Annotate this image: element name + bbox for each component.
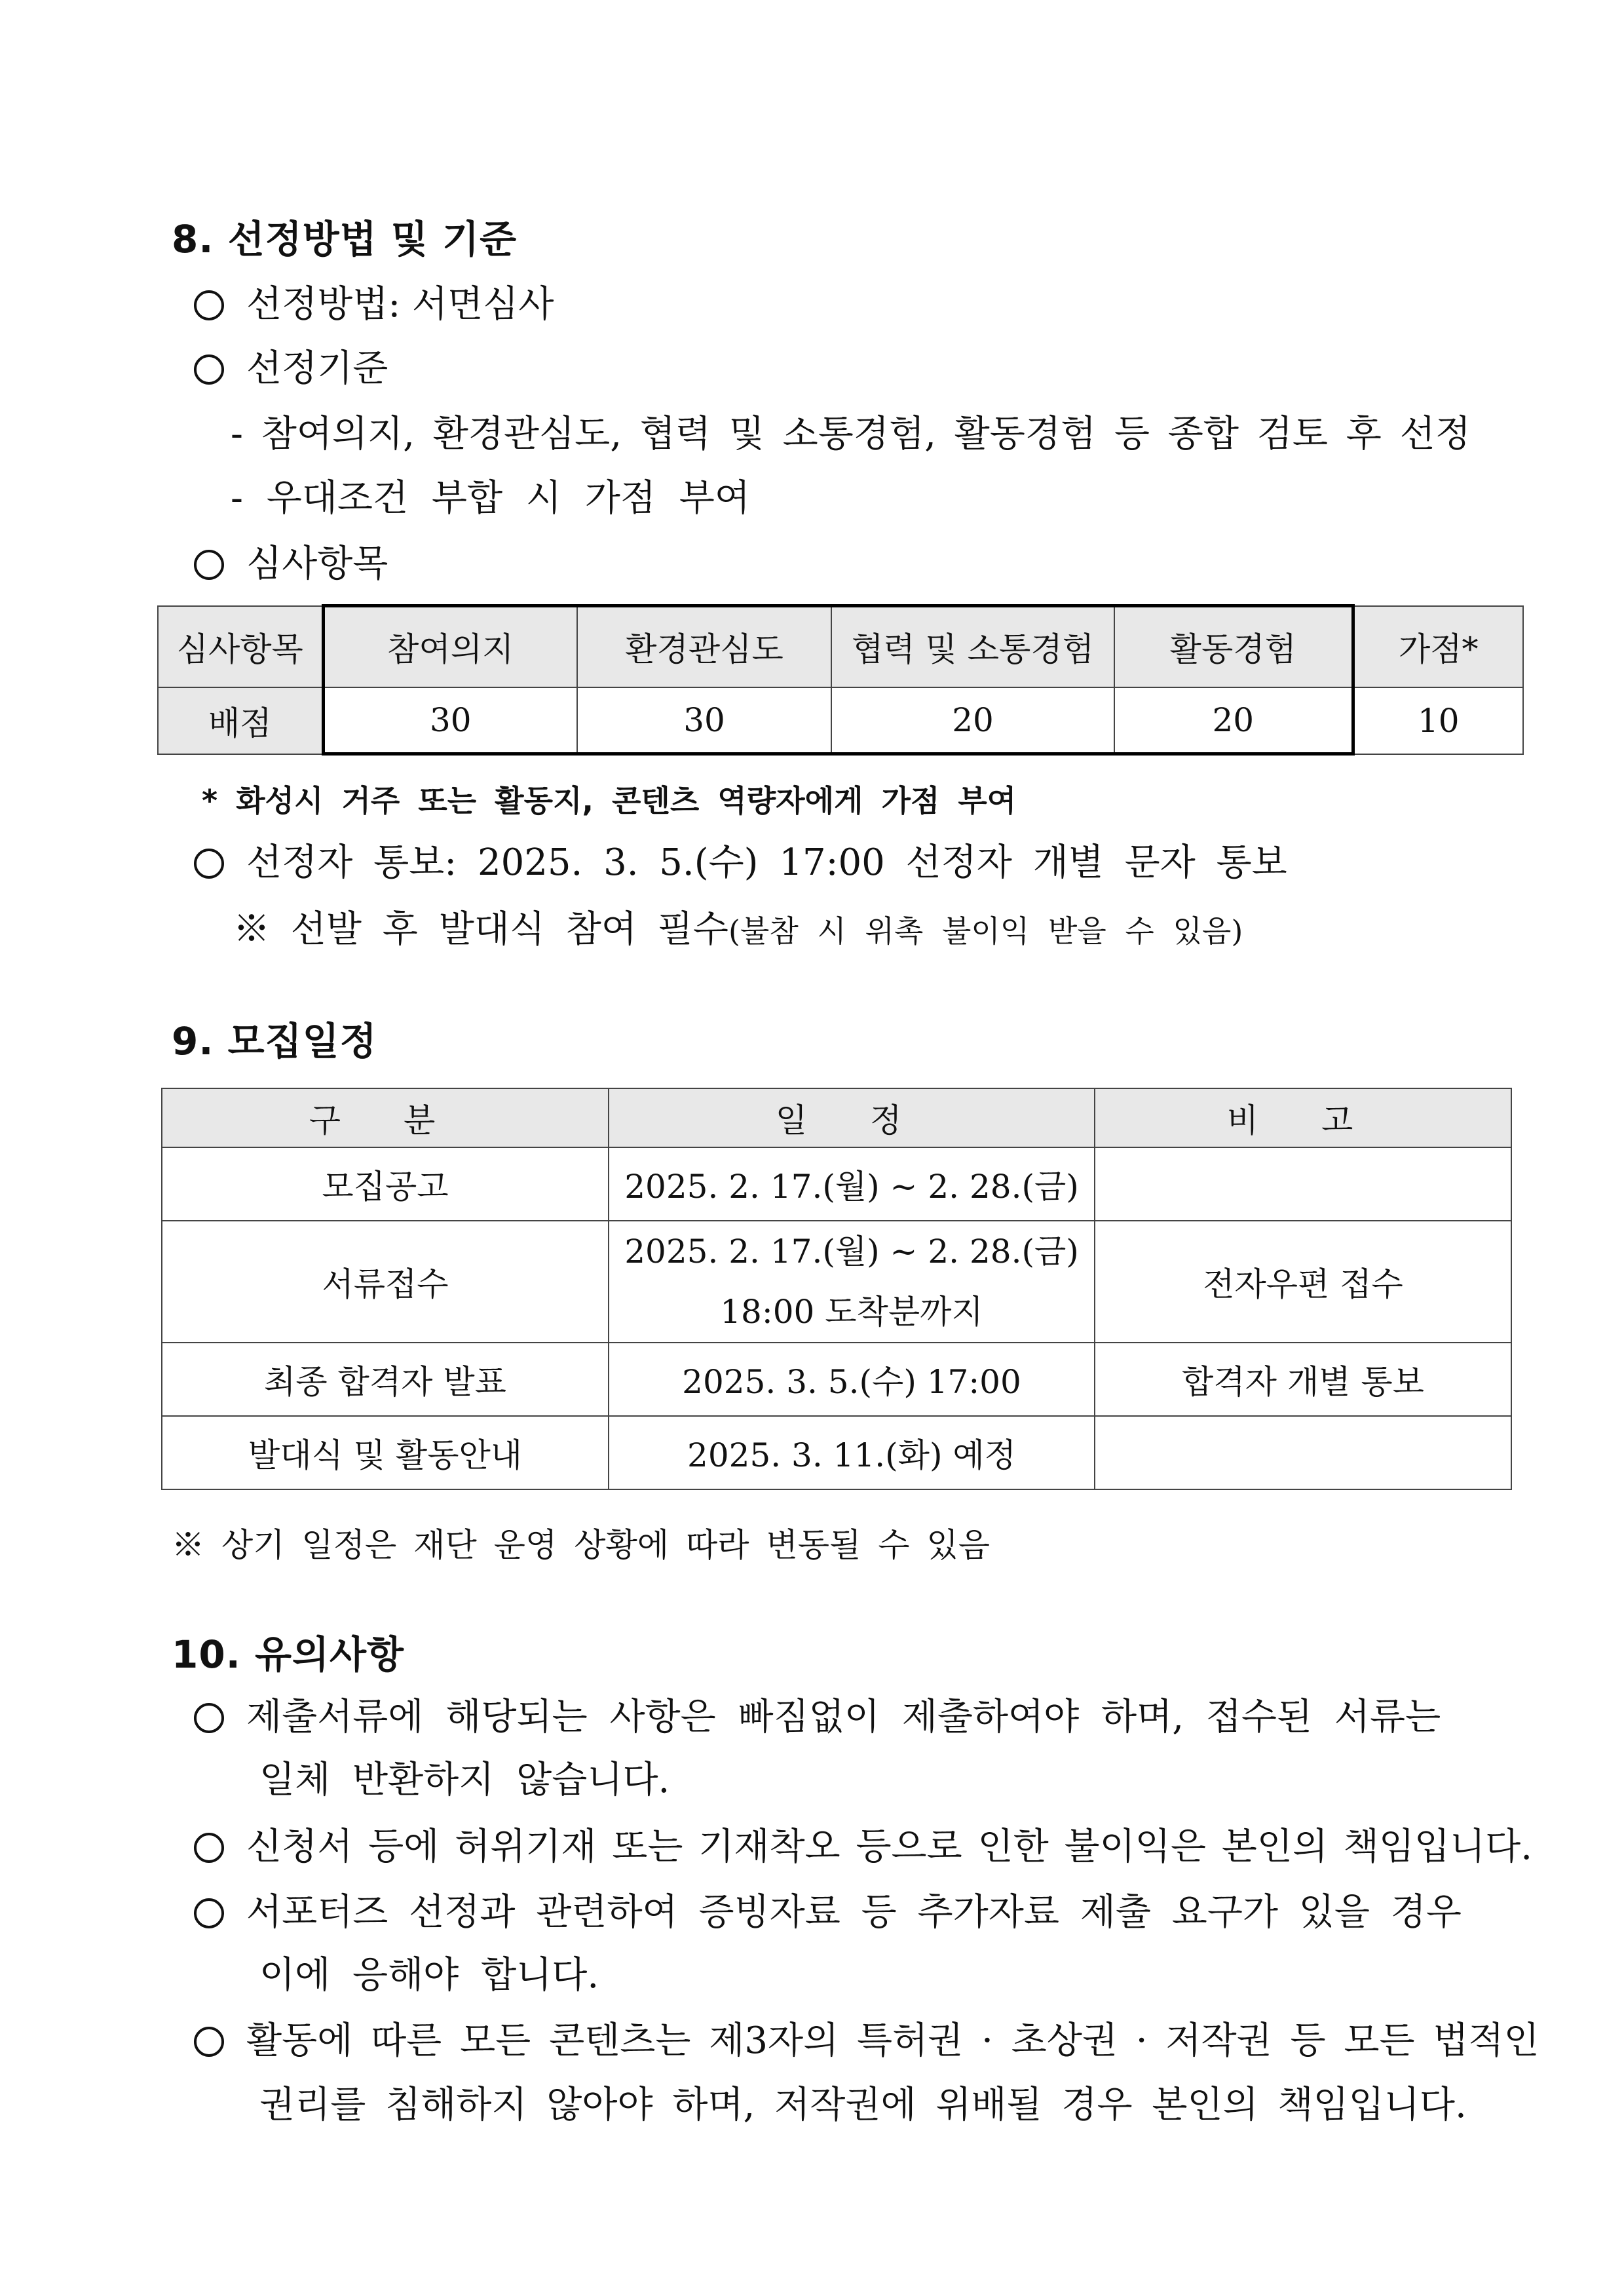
review-criteria-table xyxy=(157,604,1524,756)
precaution-item xyxy=(194,1688,1441,1740)
table-row-header: 심사항목 xyxy=(158,606,323,687)
schedule-date-detail: 18:00 도착분까지 xyxy=(720,1293,983,1331)
schedule-date: 2025. 2. 17.(월) ~ 2. 28.(금) xyxy=(624,1233,1079,1271)
recruitment-schedule-table xyxy=(161,1088,1512,1490)
circle-bullet-icon xyxy=(194,849,224,879)
table-row xyxy=(162,1416,1511,1489)
table-column-header: 환경관심도 xyxy=(577,606,831,687)
table-column-header: 활동경험 xyxy=(1114,606,1353,687)
bonus-footnote: * 화성시 거주 또는 활동지, 콘텐츠 역량자에게 가점 부여 xyxy=(202,783,1017,818)
selection-notice-text: 선정자 통보: 2025. 3. 5.(수) 17:00 선정자 개별 문자 통보 xyxy=(246,841,1287,884)
table-cell: 20 xyxy=(831,687,1114,754)
section-8-title: 8. 선정방법 및 기준 xyxy=(172,217,518,261)
schedule-date-cell xyxy=(609,1221,1095,1343)
schedule-note xyxy=(1095,1147,1511,1221)
table-row xyxy=(162,1147,1511,1221)
schedule-date: 2025. 2. 17.(월) ~ 2. 28.(금) xyxy=(609,1147,1095,1221)
schedule-date: 2025. 3. 11.(화) 예정 xyxy=(609,1416,1095,1489)
selection-method-text: 선정방법: 서면심사 xyxy=(246,283,554,326)
mandatory-main-text: ※ 선발 후 발대식 참여 필수 xyxy=(233,908,728,951)
section-9-title: 9. 모집일정 xyxy=(172,1019,377,1063)
table-row xyxy=(162,1221,1511,1343)
review-label-text: 심사항목 xyxy=(246,543,388,585)
circle-bullet-icon xyxy=(194,1703,224,1733)
table-cell: 30 xyxy=(577,687,831,754)
precaution-item xyxy=(194,1818,1532,1870)
precaution-text: 신청서 등에 허위기재 또는 기재착오 등으로 인한 불이익은 본인의 책임입니다. xyxy=(246,1826,1533,1868)
schedule-item: 모집공고 xyxy=(162,1147,609,1221)
table-column-header: 가점* xyxy=(1353,606,1523,687)
table-column-header: 구 분 xyxy=(162,1088,609,1147)
section-10-title: 10. 유의사항 xyxy=(172,1632,405,1677)
circle-bullet-icon xyxy=(194,354,224,385)
circle-bullet-icon xyxy=(194,1898,224,1928)
schedule-footnote: ※ 상기 일정은 재단 운영 상황에 따라 변동될 수 있음 xyxy=(172,1526,991,1564)
table-cell: 30 xyxy=(323,687,577,754)
schedule-note xyxy=(1095,1416,1511,1489)
table-row-header: 배점 xyxy=(158,687,323,754)
precaution-text-continued: 이에 응해야 합니다. xyxy=(259,1954,599,1997)
precaution-text: 활동에 따른 모든 콘텐츠는 제3자의 특허권 · 초상권 · 저작권 등 모든 법적인 xyxy=(246,2019,1539,2062)
circle-bullet-icon xyxy=(194,290,224,320)
criteria-label-text: 선정기준 xyxy=(246,347,388,390)
schedule-item: 서류접수 xyxy=(162,1221,609,1343)
circle-bullet-icon xyxy=(194,1833,224,1863)
criteria-item: - 우대조건 부합 시 가점 부여 xyxy=(231,477,750,520)
review-items-label xyxy=(194,535,388,587)
table-column-header: 협력 및 소통경험 xyxy=(831,606,1114,687)
circle-bullet-icon xyxy=(194,550,224,580)
schedule-item: 발대식 및 활동안내 xyxy=(162,1416,609,1489)
schedule-note: 전자우편 접수 xyxy=(1095,1221,1511,1343)
precaution-text: 제출서류에 해당되는 사항은 빠짐없이 제출하여야 하며, 접수된 서류는 xyxy=(246,1696,1441,1738)
circle-bullet-icon xyxy=(194,2027,224,2057)
precaution-text-continued: 권리를 침해하지 않아야 하며, 저작권에 위배될 경우 본인의 책임입니다. xyxy=(259,2084,1467,2126)
precaution-item xyxy=(194,1883,1462,1936)
selection-criteria-label xyxy=(194,339,388,392)
orientation-mandatory xyxy=(233,900,1243,953)
table-row xyxy=(162,1343,1511,1416)
table-cell: 20 xyxy=(1114,687,1353,754)
precaution-text: 서포터즈 선정과 관련하여 증빙자료 등 추가자료 제출 요구가 있을 경우 xyxy=(246,1891,1462,1934)
precaution-text-continued: 일체 반환하지 않습니다. xyxy=(259,1759,670,1801)
selection-notice xyxy=(194,833,1287,886)
criteria-item: - 참여의지, 환경관심도, 협력 및 소통경험, 활동경험 등 종합 검토 후 선정 xyxy=(231,413,1471,455)
mandatory-small-text: (불참 시 위촉 불이익 받을 수 있음) xyxy=(728,913,1243,949)
table-column-header: 일 정 xyxy=(609,1088,1095,1147)
table-cell: 10 xyxy=(1353,687,1523,754)
precaution-item xyxy=(194,2012,1539,2064)
schedule-note: 합격자 개별 통보 xyxy=(1095,1343,1511,1416)
schedule-date: 2025. 3. 5.(수) 17:00 xyxy=(609,1343,1095,1416)
table-column-header: 비 고 xyxy=(1095,1088,1511,1147)
table-column-header: 참여의지 xyxy=(323,606,577,687)
schedule-item: 최종 합격자 발표 xyxy=(162,1343,609,1416)
selection-method xyxy=(194,275,554,328)
